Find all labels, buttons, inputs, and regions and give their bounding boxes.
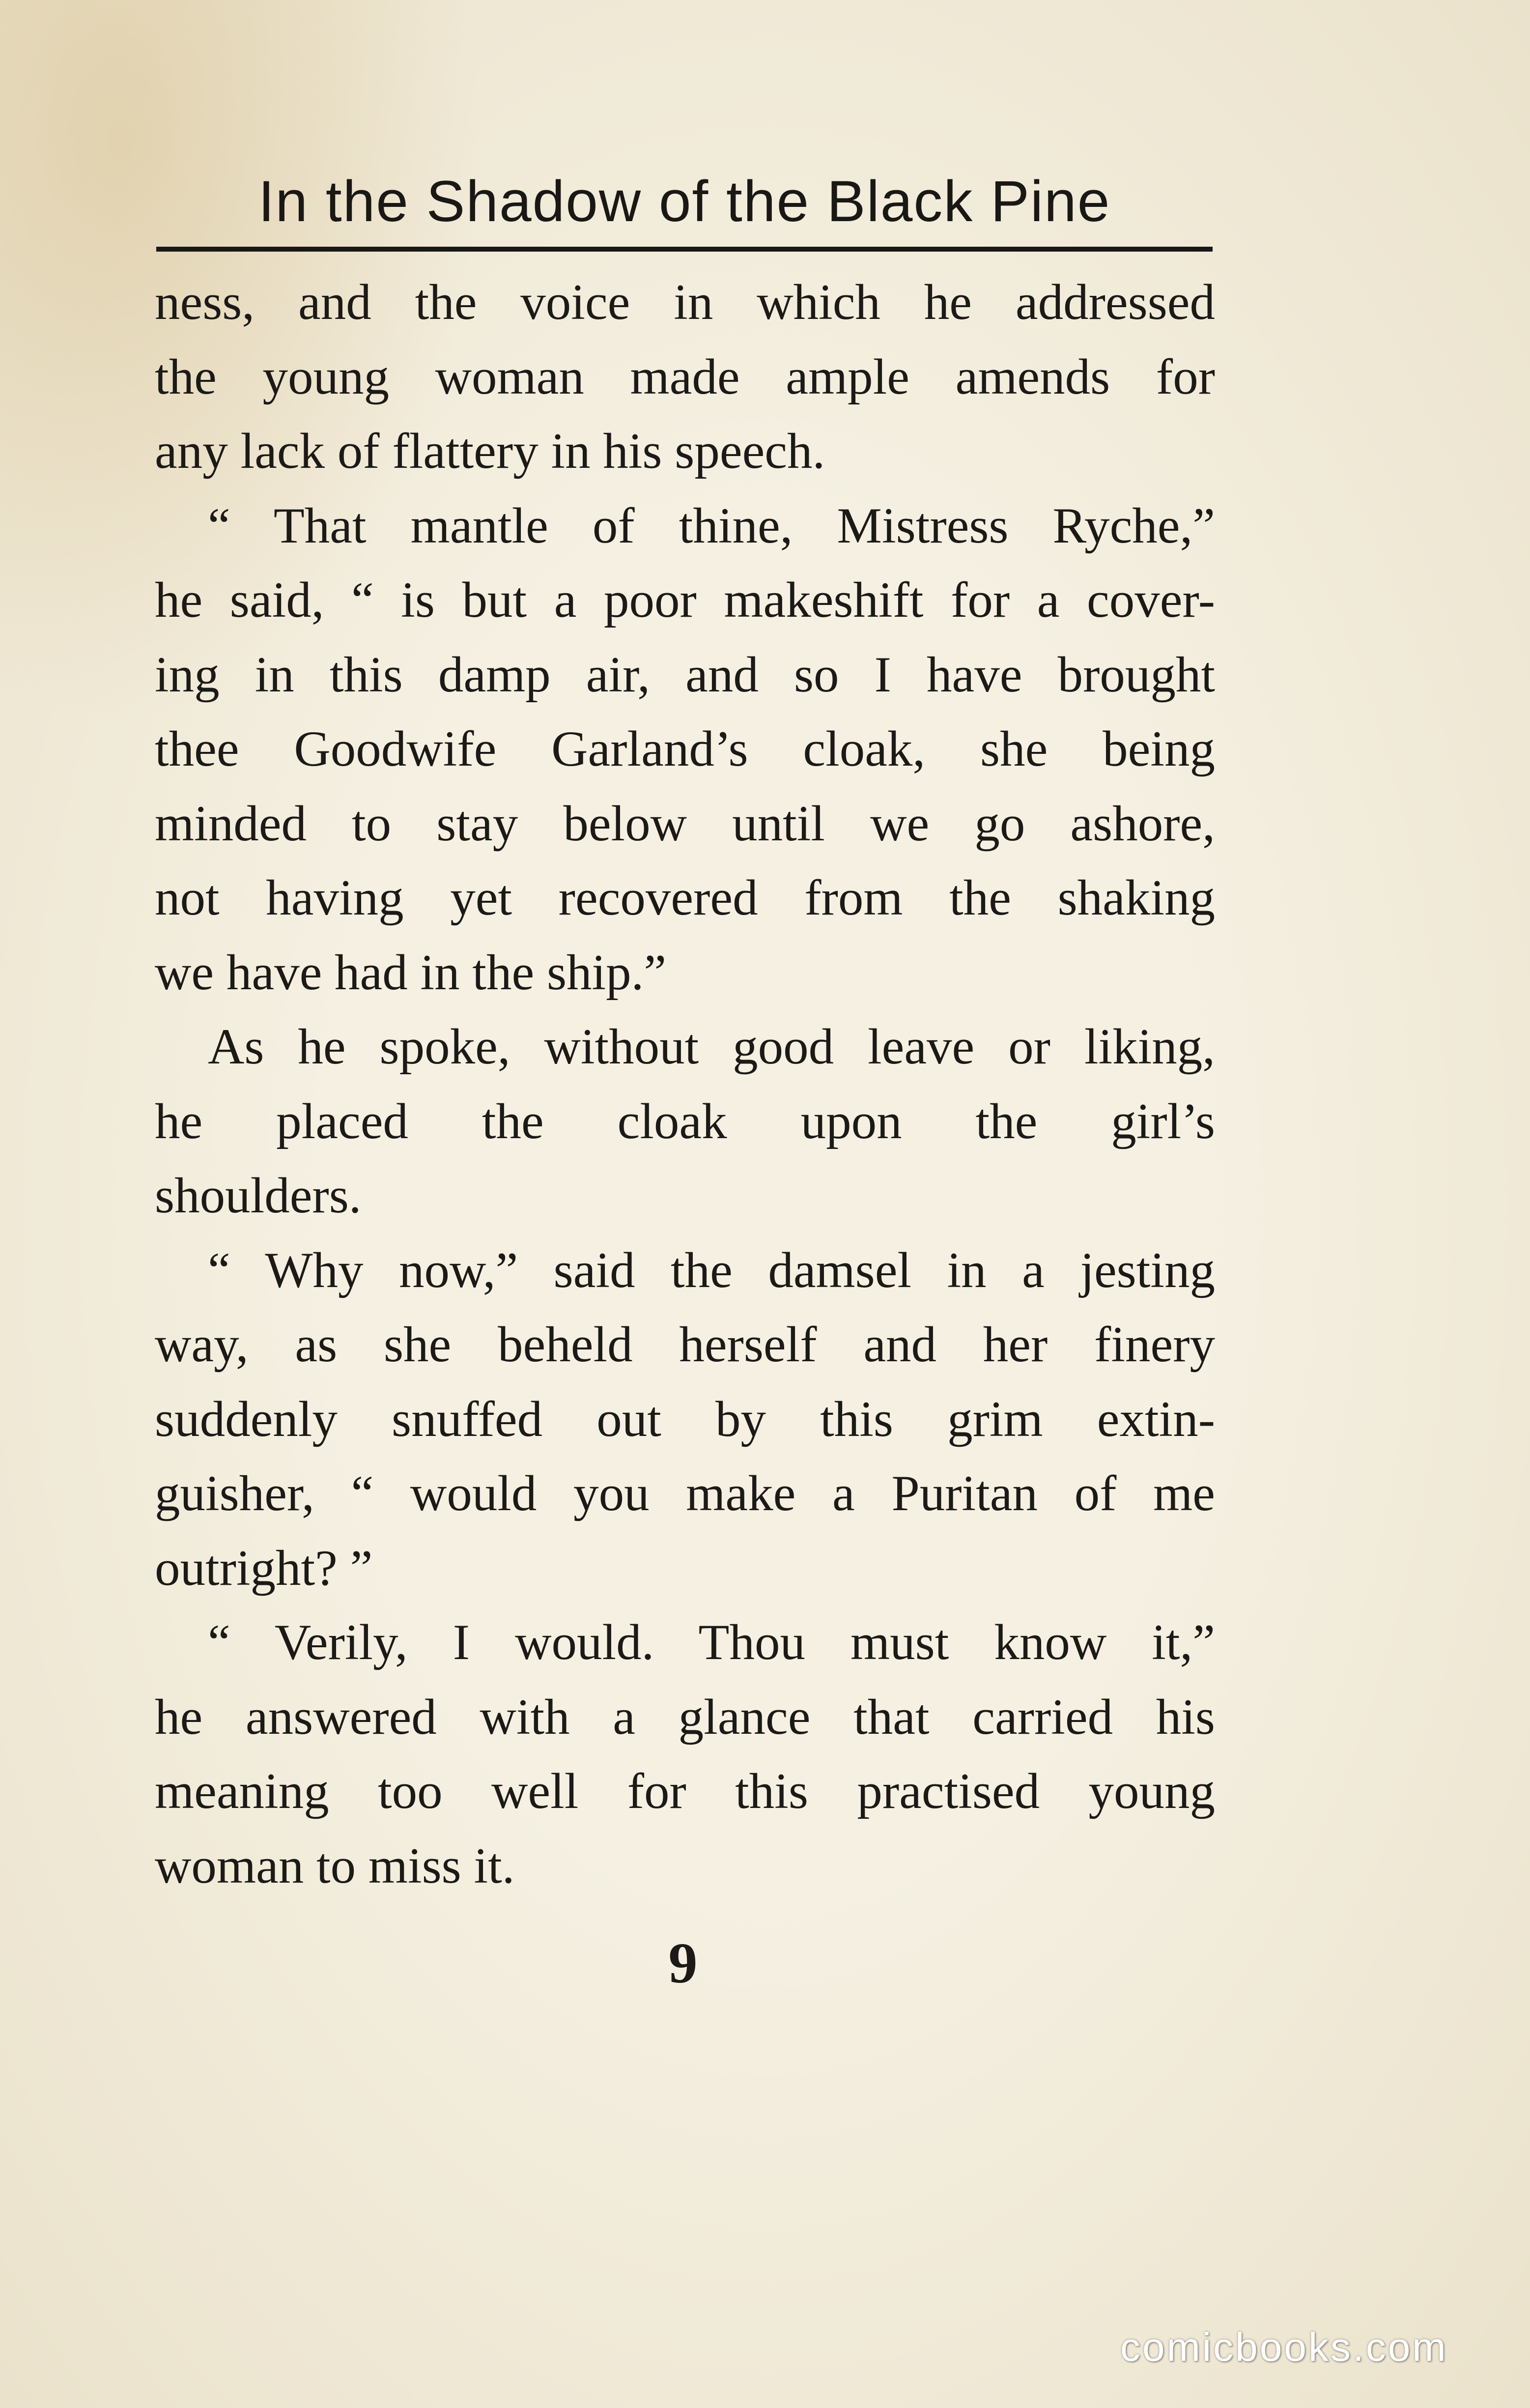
text-line: not having yet recovered from the shaking: [155, 870, 1215, 926]
text-line: he answered with a glance that carried his: [155, 1689, 1215, 1745]
body-text: [155, 265, 1215, 1903]
text-line: we have had in the ship.”: [155, 944, 667, 1001]
text-line: “ Why now,” said the damsel in a jesting: [208, 1242, 1215, 1298]
watermark: comicbooks.com: [1120, 2325, 1448, 2370]
text-line: outright? ”: [155, 1540, 373, 1596]
text-line: “ That mantle of thine, Mistress Ryche,”: [208, 497, 1215, 554]
text-line: way, as she beheld herself and her finery: [155, 1317, 1215, 1373]
text-line: “ Verily, I would. Thou must know it,”: [208, 1614, 1215, 1670]
text-line: ing in this damp air, and so I have brought: [155, 646, 1215, 703]
text-line: meaning too well for this practised young: [155, 1763, 1215, 1819]
text-line: minded to stay below until we go ashore,: [155, 795, 1215, 852]
text-line: any lack of flattery in his speech.: [155, 423, 825, 479]
text-line: he said, “ is but a poor makeshift for a cover-: [155, 572, 1215, 628]
page-number: 9: [668, 1931, 698, 1995]
text-line: suddenly snuffed out by this grim extin-: [155, 1391, 1215, 1447]
text-line: thee Goodwife Garland’s cloak, she being: [155, 721, 1215, 777]
page-header: [156, 165, 1213, 238]
text-line: guisher, “ would you make a Puritan of me: [155, 1465, 1215, 1521]
running-head: In the Shadow of the Black Pine: [258, 169, 1111, 234]
text-line: As he spoke, without good leave or liking,: [208, 1019, 1215, 1075]
text-line: ness, and the voice in which he addressed: [155, 274, 1215, 330]
text-line: he placed the cloak upon the girl’s: [155, 1093, 1215, 1149]
text-line: woman to miss it.: [155, 1837, 515, 1894]
text-line: the young woman made ample amends for: [155, 348, 1215, 405]
header-rule: [156, 247, 1213, 252]
text-line: shoulders.: [155, 1168, 362, 1224]
